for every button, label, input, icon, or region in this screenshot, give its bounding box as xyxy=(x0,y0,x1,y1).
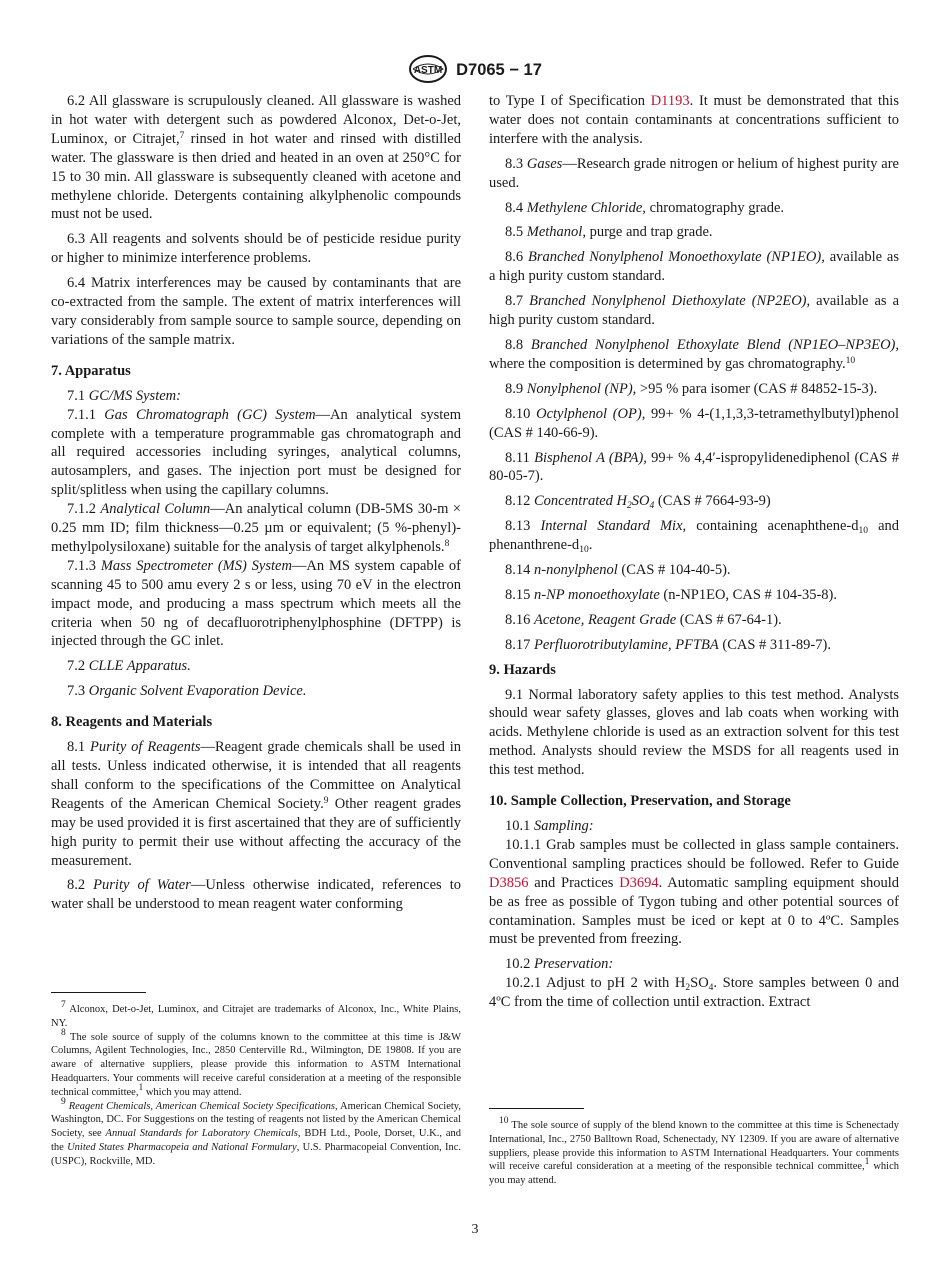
para-8-11: 8.11 Bisphenol A (BPA), 99+ % 4,4′-ispropylidenediphenol (CAS # 80-05-7). xyxy=(489,449,899,485)
section-heading-9: 9. Hazards xyxy=(489,661,556,678)
footnote-ref-10[interactable]: 10 xyxy=(845,355,856,366)
para-8-5: 8.5 Methanol, purge and trap grade. xyxy=(505,224,713,241)
para-7-1-1: 7.1.1 Gas Chromatograph (GC) System—An analytical system complete with a temperature programmable gas chromatograph and all required accessories including syringes, analytical columns, autosamplers, and gases. The injection port must be designed for split/splitless when using the capillary columns. xyxy=(51,406,461,499)
para-6-4: 6.4 Matrix interferences may be caused by contaminants that are co-extracted from the sample. The extent of matrix interferences will vary considerably from sample source to sample source, depending on variations of the sample matrix. xyxy=(51,275,462,348)
footnote-divider xyxy=(51,992,146,993)
footnote-divider xyxy=(489,1108,584,1109)
link-d3856[interactable]: D3856 xyxy=(489,874,529,891)
para-7-1: 7.1 GC/MS System: xyxy=(67,387,181,404)
para-10-2-1: 10.2.1 Adjust to pH 2 with $H_2SO_4$. Store samples between 0 and 4ºC from the time of collection until extraction. Extract xyxy=(489,975,899,1011)
para-6-3: 6.3 All reagents and solvents should be of pesticide residue purity or higher to minimize interference problems. xyxy=(51,231,461,267)
para-8-2: 8.2 Purity of Water—Unless otherwise indicated, references to water shall be understood to mean reagent water conforming xyxy=(51,877,461,913)
link-d1193[interactable]: D1193 xyxy=(650,93,690,109)
footnote-ref-8[interactable]: 8 xyxy=(444,538,450,549)
para-10-1: 10.1 Sampling: xyxy=(505,818,594,834)
footnotes-left xyxy=(51,992,461,1169)
para-8-14: 8.14 n-nonylphenol (CAS # 104-40-5). xyxy=(505,562,731,579)
left-column xyxy=(51,92,461,920)
right-column xyxy=(489,92,899,1018)
footnote-9: $^9$ Reagent Chemicals, American Chemical Society Specifications, American Chemical Society, Washington, DC. For Suggestions on the testing of reagents not listed by the American Chemical Society, see Annual Standards for Laboratory Chemicals, BDH Ltd., Poole, Dorset, U.K., and the United States Pharmacopeia and National Formulary, U.S. Pharmacopeial Convention, Inc. (USPC), Rockville, MD. xyxy=(51,1096,461,1167)
footnote-10: $^{10}$ The sole source of supply of the blend known to the committee at this time is Schenectady International, Inc., 2750 Balltown Road, Schenectady, NY 12309. If you are aware of alternative suppliers, please provide this information to ASTM International Headquarters. Your comments will receive careful consideration at a meeting of the responsible technical committee,$^1$ which you may attend. xyxy=(489,1116,899,1187)
para-8-8: 8.8 Branched Nonylphenol Ethoxylate Blend (NP1EO–NP3EO), where the composition is determined by gas chromatography.$^{10}$ xyxy=(489,336,899,372)
para-8-17: 8.17 Perfluorotributylamine, PFTBA (CAS # 311-89-7). xyxy=(505,636,831,653)
astm-logo xyxy=(408,54,448,84)
para-8-6: 8.6 Branched Nonylphenol Monoethoxylate (NP1EO), available as a high purity custom standard. xyxy=(489,249,899,285)
para-8-7: 8.7 Branched Nonylphenol Diethoxylate (NP2EO), available as a high purity custom standard. xyxy=(489,293,900,329)
para-8-4: 8.4 Methylene Chloride, chromatography grade. xyxy=(505,199,785,216)
section-heading-7: 7. Apparatus xyxy=(51,362,131,379)
para-8-9: 8.9 Nonylphenol (NP), >95 % para isomer (CAS # 84852-15-3). xyxy=(505,380,878,397)
footnote-ref-7[interactable]: 7 xyxy=(179,130,185,141)
para-7-3: 7.3 Organic Solvent Evaporation Device. xyxy=(67,683,307,700)
document-designation: D7065 − 17 xyxy=(456,60,542,79)
section-heading-8: 8. Reagents and Materials xyxy=(51,714,213,731)
footnotes-right xyxy=(489,1108,899,1188)
footnote-ref-9[interactable]: 9 xyxy=(323,795,329,806)
section-heading-10: 10. Sample Collection, Preservation, and Storage xyxy=(489,793,791,810)
para-8-3: 8.3 Gases—Research grade nitrogen or helium of highest purity are used. xyxy=(489,155,899,191)
para-7-1-2: 7.1.2 Analytical Column—An analytical column (DB-5MS 30-m × 0.25 mm ID; film thickness—0.25 µm or equivalent; (5 %-phenyl)-methylpolysiloxane) suitable for the analysis of target alkylphenols.$^8$ xyxy=(51,501,461,555)
para-6-2: 6.2 All glassware is scrupulously cleaned. All glassware is washed in hot water with detergent such as powdered Alconox, Det-o-Jet, Luminox, or Citrajet,$^7$ rinsed in hot water and rinsed with distilled water. The glassware is then dried and heated in an oven at 250°C for 15 to 30 min. All glassware is subsequently cleaned with acetone and methylene chloride. Detergents containing alkylphenolic compounds must not be used. xyxy=(51,93,462,223)
para-8-13: 8.13 Internal Standard Mix, containing acenaphthene-$d_{10}$ and phenanthrene-$d_{10}$. xyxy=(489,518,900,556)
para-7-2: 7.2 CLLE Apparatus. xyxy=(67,658,191,675)
footnote-8: $^8$ The sole source of supply of the columns known to the committee at this time is J&W Columns, Agilent Technologies, Inc., 2850 Centerville Rd., Wilmington, DE 19808. If you are aware of alternative suppliers, please provide this information to ASTM International Headquarters. Your comments will receive careful consideration at a meeting of the responsible technical committee,$^1$ which you may attend. xyxy=(51,1027,461,1098)
footnote-7: $^7$ Alconox, Det-o-Jet, Luminox, and Citrajet are trademarks of Alconox, Inc., White Plains, NY. xyxy=(51,1000,461,1029)
page-number: 3 xyxy=(471,1222,479,1237)
link-d3694[interactable]: D3694 xyxy=(619,874,659,891)
para-10-1-1: 10.1.1 Grab samples must be collected in glass sample containers. Conventional sampling practices should be followed. Refer to Guide D3856 and Practices D3694. Automatic sampling equipment should be as free as possible of Tygon tubing and other potential sources of contamination. Samples must be iced or kept at 0 to 4ºC. Samples must be prevented from freezing. xyxy=(489,836,899,948)
logo-text: ASTM xyxy=(413,65,443,76)
para-8-2-continued: to Type I of Specification D1193. It must be demonstrated that this water does not contain contaminants at concentrations sufficient to interfere with the analysis. xyxy=(489,93,899,147)
para-8-10: 8.10 Octylphenol (OP), 99+ % 4-(1,1,3,3-tetramethylbutyl)phenol (CAS # 140-66-9). xyxy=(489,405,900,441)
para-8-16: 8.16 Acetone, Reagent Grade (CAS # 67-64-1). xyxy=(505,611,782,628)
para-8-15: 8.15 n-NP monoethoxylate (n-NP1EO, CAS # 104-35-8). xyxy=(505,586,837,603)
para-7-1-3: 7.1.3 Mass Spectrometer (MS) System—An MS system capable of scanning 45 to 500 amu every 2 s or less, using 70 eV in the electron impact mode, and producing a mass spectrum which meets all the criteria when 50 ng of decafluorotriphenylphosphine (DFTPP) is injected through the GC inlet. xyxy=(51,557,462,650)
para-8-12: 8.12 Concentrated $H_2SO_4$ (CAS # 7664-93-9) xyxy=(505,493,771,512)
para-8-1: 8.1 Purity of Reagents—Reagent grade chemicals shall be used in all tests. Unless indicated otherwise, it is intended that all reagents shall conform to the specifications of the Committee on Analytical Reagents of the American Chemical Society.$^9$ Other reagent grades may be used provided it is first ascertained that they are of sufficiently high purity to permit their use without affecting the accuracy of the measurement. xyxy=(51,739,462,869)
para-9-1: 9.1 Normal laboratory safety applies to this test method. Analysts should wear safety glasses, gloves and lab coats when working with acids. Methylene chloride is used as an extraction solvent for this test method. Analysts should review the MSDS for all reagents used in this test method. xyxy=(489,686,900,779)
para-10-2: 10.2 Preservation: xyxy=(505,956,614,973)
page-header xyxy=(0,54,950,84)
